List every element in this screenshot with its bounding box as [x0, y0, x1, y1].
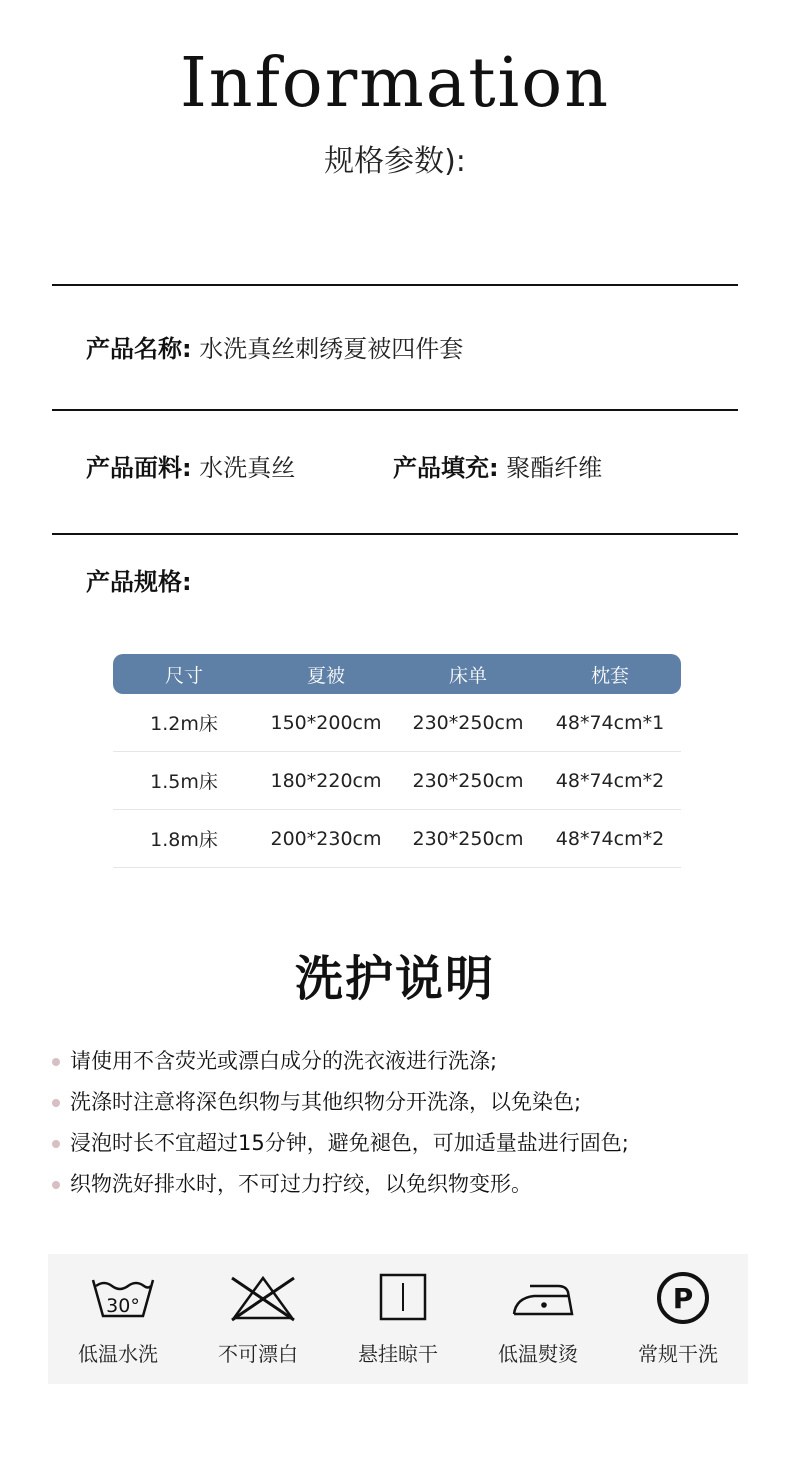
product-filling-value: 聚酯纤维 — [506, 454, 603, 482]
care-symbol-iron — [468, 1254, 608, 1384]
table-row — [113, 752, 681, 810]
care-icons-panel — [48, 1254, 748, 1384]
iron-label: 低温熨烫 — [498, 1342, 578, 1366]
product-name-row — [86, 329, 463, 364]
spec-table-header — [113, 654, 681, 694]
table-cell: 180*220cm — [270, 769, 382, 792]
care-symbol-wash — [48, 1254, 188, 1384]
spec-table — [113, 654, 681, 868]
product-name-value: 水洗真丝刺绣夏被四件套 — [199, 335, 464, 363]
wash-30-icon — [88, 1272, 158, 1324]
product-spec-key: 产品规格: — [86, 568, 192, 596]
table-row — [113, 694, 681, 752]
bullet-icon — [52, 1140, 60, 1148]
list-item — [52, 1127, 752, 1168]
hang-dry-icon — [368, 1272, 438, 1324]
bullet-icon — [52, 1181, 60, 1189]
care-symbol-dryclean — [608, 1254, 748, 1384]
care-title: 洗护说明 — [294, 951, 495, 1007]
list-item — [52, 1168, 752, 1209]
care-note-text: 洗涤时注意将深色织物与其他织物分开洗涤，以免染色; — [70, 1090, 582, 1114]
dry-clean-p-icon — [648, 1272, 718, 1324]
page-title: Information — [179, 44, 611, 123]
table-cell: 230*250cm — [412, 769, 524, 792]
product-filling-row — [393, 448, 602, 483]
low-iron-icon — [508, 1272, 578, 1324]
bleach-label: 不可漂白 — [218, 1342, 298, 1366]
table-cell: 200*230cm — [270, 827, 382, 850]
product-filling-key: 产品填充: — [393, 454, 499, 482]
spec-header-sheet: 床单 — [448, 664, 487, 687]
product-spec-row — [86, 562, 192, 597]
product-fabric-key: 产品面料: — [86, 454, 192, 482]
table-cell: 1.2m床 — [150, 713, 218, 735]
care-notes — [52, 1045, 752, 1209]
care-note-text: 请使用不含荧光或漂白成分的洗衣液进行洗涤; — [70, 1049, 498, 1073]
care-note-text: 浸泡时长不宜超过15分钟，避免褪色，可加适量盐进行固色; — [70, 1131, 629, 1155]
care-symbol-dry — [328, 1254, 468, 1384]
wash-temp: 30° — [106, 1295, 140, 1317]
dry-label: 悬挂晾干 — [358, 1342, 438, 1366]
spec-header-size: 尺寸 — [164, 664, 203, 687]
table-cell: 48*74cm*1 — [555, 711, 665, 734]
divider — [52, 409, 738, 411]
product-fabric-value: 水洗真丝 — [199, 454, 296, 482]
spec-header-pillowcase: 枕套 — [590, 664, 629, 687]
care-note-text: 织物洗好排水时，不可过力拧绞，以免织物变形。 — [70, 1172, 532, 1196]
wash-label: 低温水洗 — [78, 1342, 158, 1366]
spec-header-quilt: 夏被 — [306, 664, 345, 687]
table-cell: 230*250cm — [412, 711, 524, 734]
list-item — [52, 1086, 752, 1127]
product-name-key: 产品名称: — [86, 335, 192, 363]
bullet-icon — [52, 1058, 60, 1066]
bullet-icon — [52, 1099, 60, 1107]
table-cell: 1.8m床 — [150, 829, 218, 851]
table-cell: 48*74cm*2 — [555, 769, 665, 792]
table-cell: 48*74cm*2 — [555, 827, 665, 850]
dryclean-label: 常规干洗 — [638, 1342, 718, 1366]
list-item — [52, 1045, 752, 1086]
dry-clean-letter: P — [672, 1282, 694, 1315]
no-bleach-icon — [228, 1272, 298, 1324]
divider — [52, 284, 738, 286]
divider — [52, 533, 738, 535]
table-cell: 230*250cm — [412, 827, 524, 850]
table-cell: 150*200cm — [270, 711, 382, 734]
care-symbol-bleach — [188, 1254, 328, 1384]
table-row — [113, 810, 681, 868]
table-cell: 1.5m床 — [150, 771, 218, 793]
product-fabric-row — [86, 448, 295, 483]
page-subtitle: 规格参数): — [324, 144, 466, 179]
